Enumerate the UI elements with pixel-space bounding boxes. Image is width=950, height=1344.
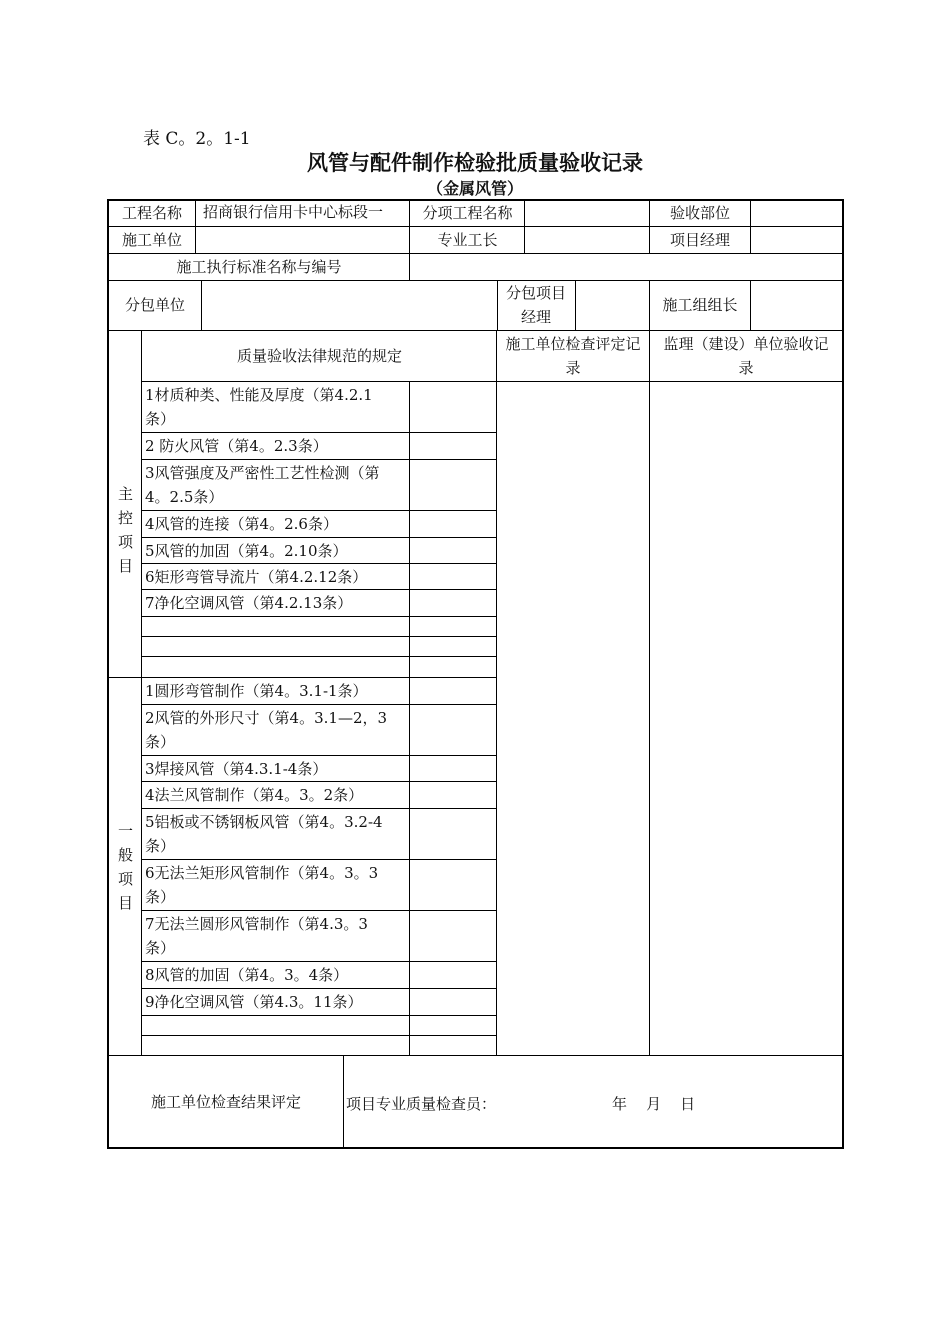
project-manager-label: 项目经理 (669, 231, 730, 249)
main-item: 1材质种类、性能及厚度（第4.2.1 条） (145, 386, 373, 428)
supervisor-record-header: 监理（建设）单位验收记 录 (663, 335, 829, 377)
construction-unit-label: 施工单位 (121, 231, 182, 249)
general-item: 3焊接风管（第4.3.1-4条） (145, 760, 328, 778)
inspection-part-label: 验收部位 (669, 204, 730, 222)
general-items-label: 一 般 项 目 (117, 822, 133, 912)
subcontractor-value[interactable] (203, 281, 497, 329)
sub-manager-value[interactable] (576, 281, 648, 329)
general-item: 7无法兰圆形风管制作（第4.3。3 条） (145, 915, 368, 957)
general-item: 5铝板或不锈钢板风管（第4。3.2-4 条） (145, 813, 383, 855)
main-item: 5风管的加固（第4。2.10条） (145, 542, 348, 560)
form-code: 表 C。2。1-1 (143, 129, 251, 149)
form-title: 风管与配件制作检验批质量验收记录 (307, 150, 643, 175)
construction-unit-value[interactable] (197, 227, 409, 253)
main-item: 2 防火风管（第4。2.3条） (145, 437, 328, 455)
sub-project-value[interactable] (526, 200, 648, 226)
team-leader-label: 施工组组长 (662, 296, 738, 314)
project-manager-value[interactable] (752, 227, 842, 253)
general-item: 1圆形弯管制作（第4。3.1-1条） (145, 682, 368, 700)
main-item: 7净化空调风管（第4.2.13条） (145, 594, 353, 612)
foreman-label: 专业工长 (437, 231, 498, 249)
result-evaluation-label: 施工单位检查结果评定 (150, 1093, 301, 1111)
general-item: 8风管的加固（第4。3。4条） (145, 966, 349, 984)
subcontractor-label: 分包单位 (124, 296, 185, 314)
main-item: 6矩形弯管导流片（第4.2.12条） (145, 568, 368, 586)
sub-project-label: 分项工程名称 (422, 204, 513, 222)
project-name-label: 工程名称 (121, 204, 182, 222)
general-item: 2风管的外形尺寸（第4。3.1—2，3 条） (145, 709, 388, 751)
sub-manager-label: 分包项目 经理 (505, 284, 566, 326)
general-item: 9净化空调风管（第4.3。11条） (145, 993, 363, 1011)
standard-label: 施工执行标准名称与编号 (176, 258, 342, 276)
inspector-signature-field[interactable] (546, 1057, 606, 1147)
general-item: 4法兰风管制作（第4。3。2条） (145, 786, 364, 804)
foreman-value[interactable] (526, 227, 648, 253)
supervisor-record-area[interactable] (651, 383, 841, 1054)
team-leader-value[interactable] (752, 281, 842, 329)
project-name-value: 招商银行信用卡中心标段一 (203, 203, 384, 221)
spec-header: 质量验收法律规范的规定 (236, 346, 402, 365)
inspector-label: 项目专业质量检查员： (346, 1095, 497, 1113)
main-item: 3风管强度及严密性工艺性检测（第 4。2.5条） (145, 464, 380, 506)
main-item: 4风管的连接（第4。2.6条） (145, 515, 338, 533)
inspection-part-value[interactable] (752, 200, 842, 226)
general-item: 6无法兰矩形风管制作（第4。3。3 条） (145, 864, 379, 906)
main-control-label: 主 控 项 目 (117, 485, 133, 575)
contractor-record-area[interactable] (498, 383, 648, 1054)
contractor-record-header: 施工单位检查评定记 录 (505, 335, 641, 377)
date-label: 年 月 日 (612, 1095, 696, 1113)
form-subtitle: （金属风管） (426, 179, 523, 198)
standard-value[interactable] (411, 254, 842, 280)
